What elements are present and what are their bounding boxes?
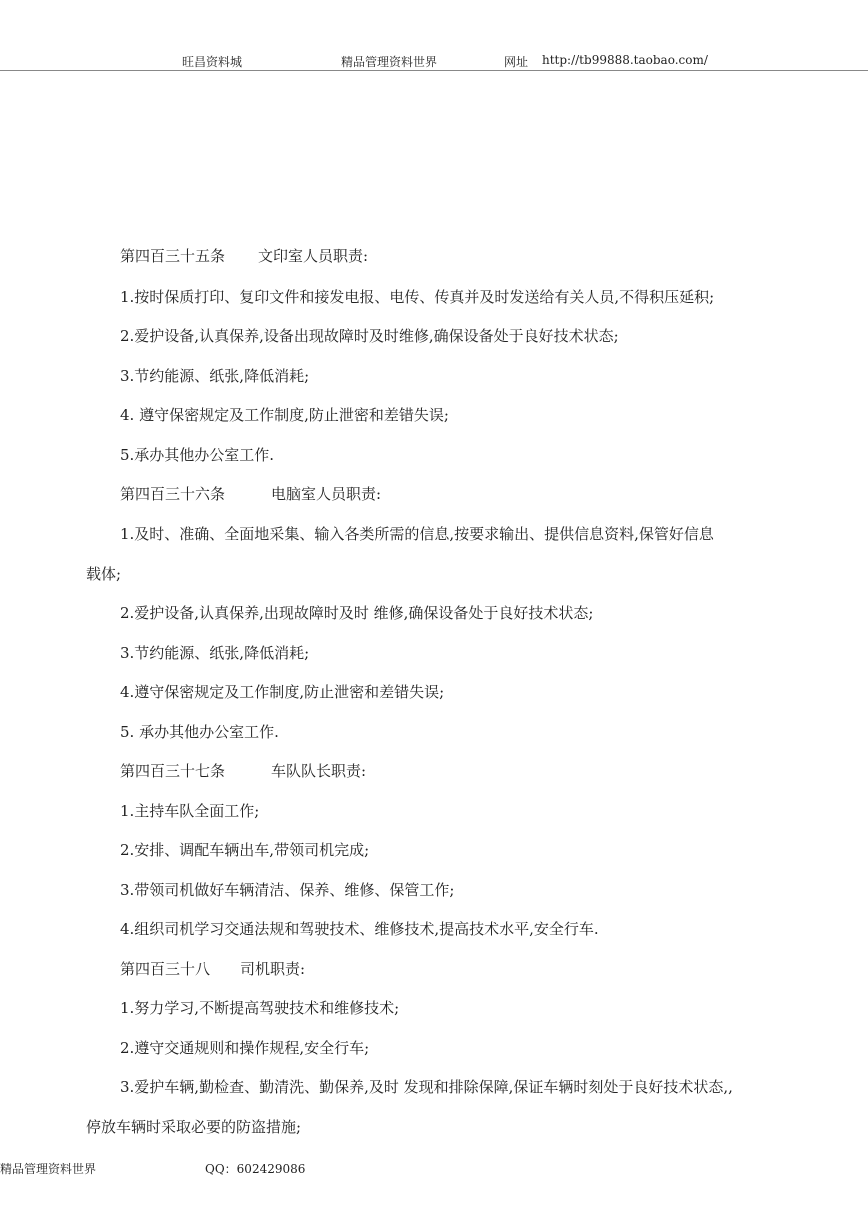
article-438-item-2: 2.遵守交通规则和操作规程,安全行车;	[120, 1039, 370, 1057]
article-435-item-5: 5.承办其他办公室工作.	[120, 446, 275, 464]
article-435-heading: 第四百三十五条	[120, 247, 226, 265]
article-436-heading: 第四百三十六条	[120, 485, 226, 503]
article-436-item-1-cont: 载体;	[86, 565, 122, 583]
article-436-subject: 电脑室人员职责:	[271, 485, 382, 503]
header-divider	[0, 70, 868, 71]
article-436-item-2: 2.爱护设备,认真保养,出现故障时及时 维修,确保设备处于良好技术状态;	[120, 604, 594, 622]
article-438-item-1: 1.努力学习,不断提高驾驶技术和维修技术;	[120, 999, 400, 1017]
article-436-item-3: 3.节约能源、纸张,降低消耗;	[120, 644, 310, 662]
article-438-subject: 司机职责:	[240, 960, 306, 978]
article-435-item-1: 1.按时保质打印、复印文件和接发电报、电传、传真并及时发送给有关人员,不得积压延积;	[120, 288, 715, 306]
header-url-link[interactable]: http://tb99888.taobao.com/	[542, 53, 708, 67]
header-title: 精品管理资料世界	[341, 55, 438, 69]
article-436-item-5: 5. 承办其他办公室工作.	[120, 723, 279, 741]
article-437-item-4: 4.组织司机学习交通法规和驾驶技术、维修技术,提高技术水平,安全行车.	[120, 920, 599, 938]
article-437-item-3: 3.带领司机做好车辆清洁、保养、维修、保管工作;	[120, 881, 455, 899]
page-header	[0, 0, 868, 72]
article-435-item-2: 2.爱护设备,认真保养,设备出现故障时及时维修,确保设备处于良好技术状态;	[120, 327, 619, 345]
article-435-item-3: 3.节约能源、纸张,降低消耗;	[120, 367, 310, 385]
article-438-heading: 第四百三十八	[120, 960, 211, 978]
article-437-subject: 车队队长职责:	[271, 762, 367, 780]
article-438-item-3-cont: 停放车辆时采取必要的防盗措施;	[86, 1118, 302, 1136]
article-437-item-2: 2.安排、调配车辆出车,带领司机完成;	[120, 841, 370, 859]
header-url-label: 网址	[504, 55, 529, 69]
article-435-subject: 文印室人员职责:	[258, 247, 369, 265]
footer-qq: QQ：602429086	[205, 1162, 306, 1176]
article-435-item-4: 4. 遵守保密规定及工作制度,防止泄密和差错失误;	[120, 406, 449, 424]
article-436-item-4: 4.遵守保密规定及工作制度,防止泄密和差错失误;	[120, 683, 445, 701]
header-site-name: 旺昌资料城	[182, 55, 243, 69]
article-436-item-1: 1.及时、准确、全面地采集、输入各类所需的信息,按要求输出、提供信息资料,保管好信息	[120, 525, 714, 543]
article-437-heading: 第四百三十七条	[120, 762, 226, 780]
footer-title: 精品管理资料世界	[0, 1162, 97, 1176]
article-437-item-1: 1.主持车队全面工作;	[120, 802, 260, 820]
article-438-item-3: 3.爱护车辆,勤检查、勤清洗、勤保养,及时 发现和排除保障,保证车辆时刻处于良好技术状态,,	[120, 1078, 733, 1096]
